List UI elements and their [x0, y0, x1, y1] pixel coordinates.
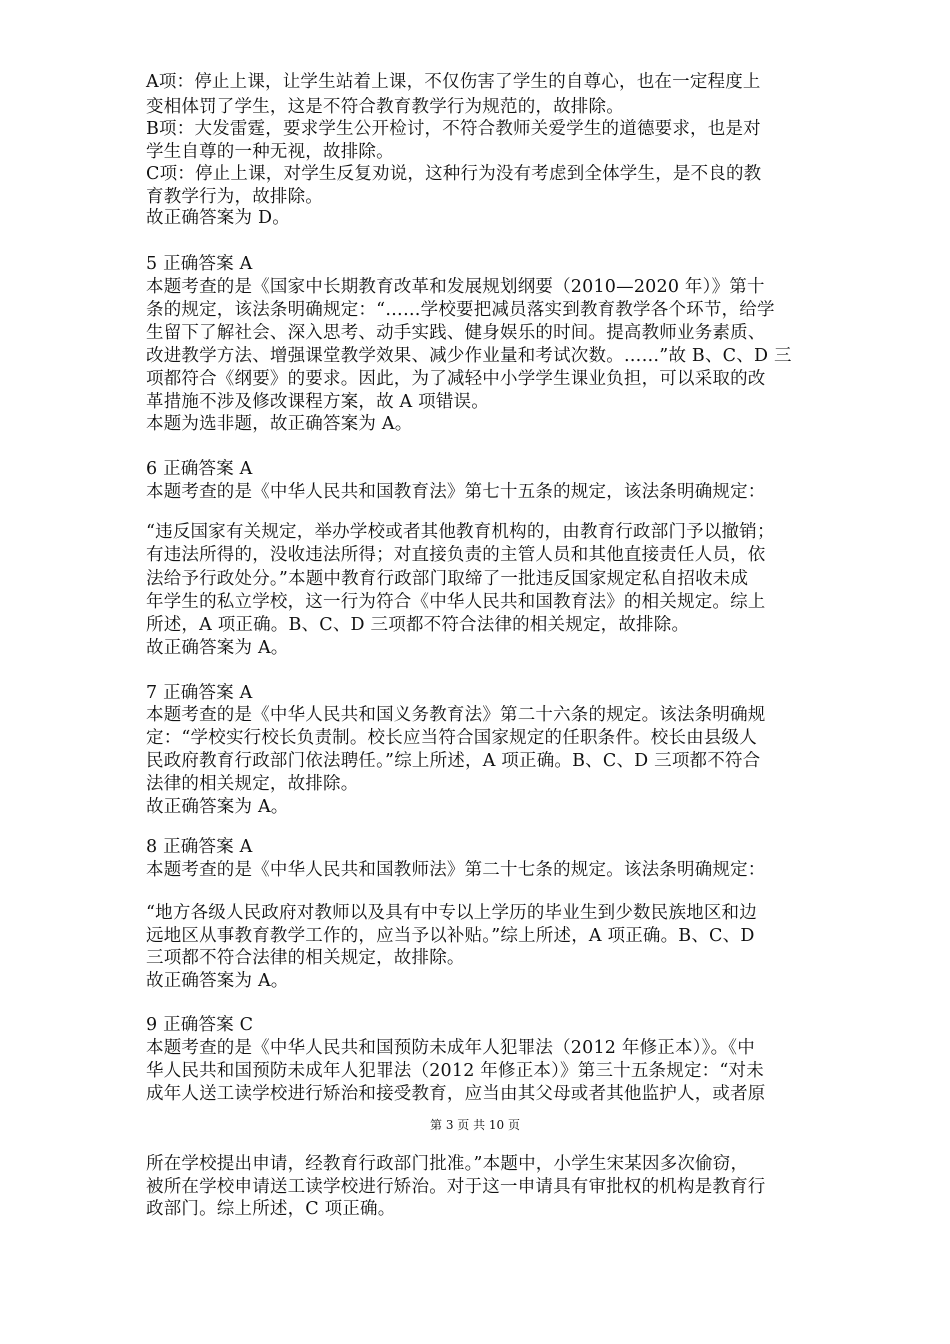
text-line: 本题考查的是《国家中长期教育改革和发展规划纲要（2010—2020 年）》第十: [146, 277, 765, 297]
text-line: 法律的相关规定，故排除。: [146, 774, 359, 794]
text-line: 被所在学校申请送工读学校进行矫治。对于这一申请具有审批权的机构是教育行: [146, 1177, 766, 1197]
text-line: 革措施不涉及修改课程方案，故 A 项错误。: [146, 392, 489, 412]
text-line: 项都符合《纲要》的要求。因此，为了减轻中小学学生课业负担，可以采取的改: [146, 369, 766, 389]
text-line: 法给予行政处分。”本题中教育行政部门取缔了一批违反国家规定私自招收未成: [146, 569, 749, 589]
text-line: 三项都不符合法律的相关规定，故排除。: [146, 948, 465, 968]
text-line: 所在学校提出申请，经教育行政部门批准。”本题中，小学生宋某因多次偷窃，: [146, 1154, 749, 1174]
text-line: 育教学行为，故排除。: [146, 187, 323, 207]
answer-heading: 9 正确答案 C: [146, 1015, 254, 1035]
text-line: 本题为选非题，故正确答案为 A。: [146, 414, 413, 434]
text-line: 本题考查的是《中华人民共和国义务教育法》第二十六条的规定。该法条明确规: [146, 705, 766, 725]
text-line: 民政府教育行政部门依法聘任。”综上所述，A 项正确。B、C、D 三项都不符合: [146, 751, 761, 771]
text-line: 生留下了解社会、深入思考、动手实践、健身娱乐的时间。提高教师业务素质、: [146, 323, 766, 343]
text-line: 故正确答案为 A。: [146, 638, 289, 658]
text-line: 所述，A 项正确。B、C、D 三项都不符合法律的相关规定，故排除。: [146, 615, 690, 635]
answer-heading: 6 正确答案 A: [146, 459, 253, 479]
answer-heading: 8 正确答案 A: [146, 837, 253, 857]
text-line: 故正确答案为 D。: [146, 208, 290, 228]
text-line: 本题考查的是《中华人民共和国教育法》第七十五条的规定，该法条明确规定：: [146, 482, 766, 502]
text-line: 改进教学方法、增强课堂教学效果、减少作业量和考试次数。……”故 B、C、D 三: [146, 346, 792, 366]
answer-heading: 7 正确答案 A: [146, 683, 253, 703]
text-line: B项：大发雷霆，要求学生公开检讨，不符合教师关爱学生的道德要求，也是对: [146, 119, 761, 139]
answer-heading: 5 正确答案 A: [146, 254, 253, 274]
text-line: 定：“学校实行校长负责制。校长应当符合国家规定的任职条件。校长由县级人: [146, 728, 757, 748]
page-footer: 第 3 页 共 10 页: [430, 1118, 520, 1132]
text-line: 成年人送工读学校进行矫治和接受教育，应当由其父母或者其他监护人，或者原: [146, 1084, 766, 1104]
text-line: 条的规定，该法条明确规定：“……学校要把减员落实到教育教学各个环节，给学: [146, 300, 775, 320]
text-line: A项：停止上课，让学生站着上课，不仅伤害了学生的自尊心，也在一定程度上: [146, 72, 761, 92]
text-line: 年学生的私立学校，这一行为符合《中华人民共和国教育法》的相关规定。综上: [146, 592, 766, 612]
text-line: 华人民共和国预防未成年人犯罪法（2012 年修正本）》第三十五条规定：“对未: [146, 1061, 764, 1081]
text-line: 有违法所得的，没收违法所得；对直接负责的主管人员和其他直接责任人员，依: [146, 545, 766, 565]
text-line: 本题考查的是《中华人民共和国教师法》第二十七条的规定。该法条明确规定：: [146, 860, 766, 880]
text-line: 政部门。综上所述，C 项正确。: [146, 1199, 396, 1219]
text-line: 故正确答案为 A。: [146, 797, 289, 817]
text-line: 本题考查的是《中华人民共和国预防未成年人犯罪法（2012 年修正本）》。《中: [146, 1038, 755, 1058]
text-line: 故正确答案为 A。: [146, 971, 289, 991]
text-line: 远地区从事教育教学工作的，应当予以补贴。”综上所述，A 项正确。B、C、D: [146, 926, 755, 946]
text-line: C项：停止上课，对学生反复劝说，这种行为没有考虑到全体学生，是不良的教: [146, 164, 762, 184]
text-line: “违反国家有关规定，举办学校或者其他教育机构的，由教育行政部门予以撤销；: [146, 522, 775, 542]
text-line: 变相体罚了学生，这是不符合教育教学行为规范的，故排除。: [146, 97, 624, 117]
text-line: “地方各级人民政府对教师以及具有中专以上学历的毕业生到少数民族地区和边: [146, 903, 757, 923]
text-line: 学生自尊的一种无视，故排除。: [146, 142, 394, 162]
